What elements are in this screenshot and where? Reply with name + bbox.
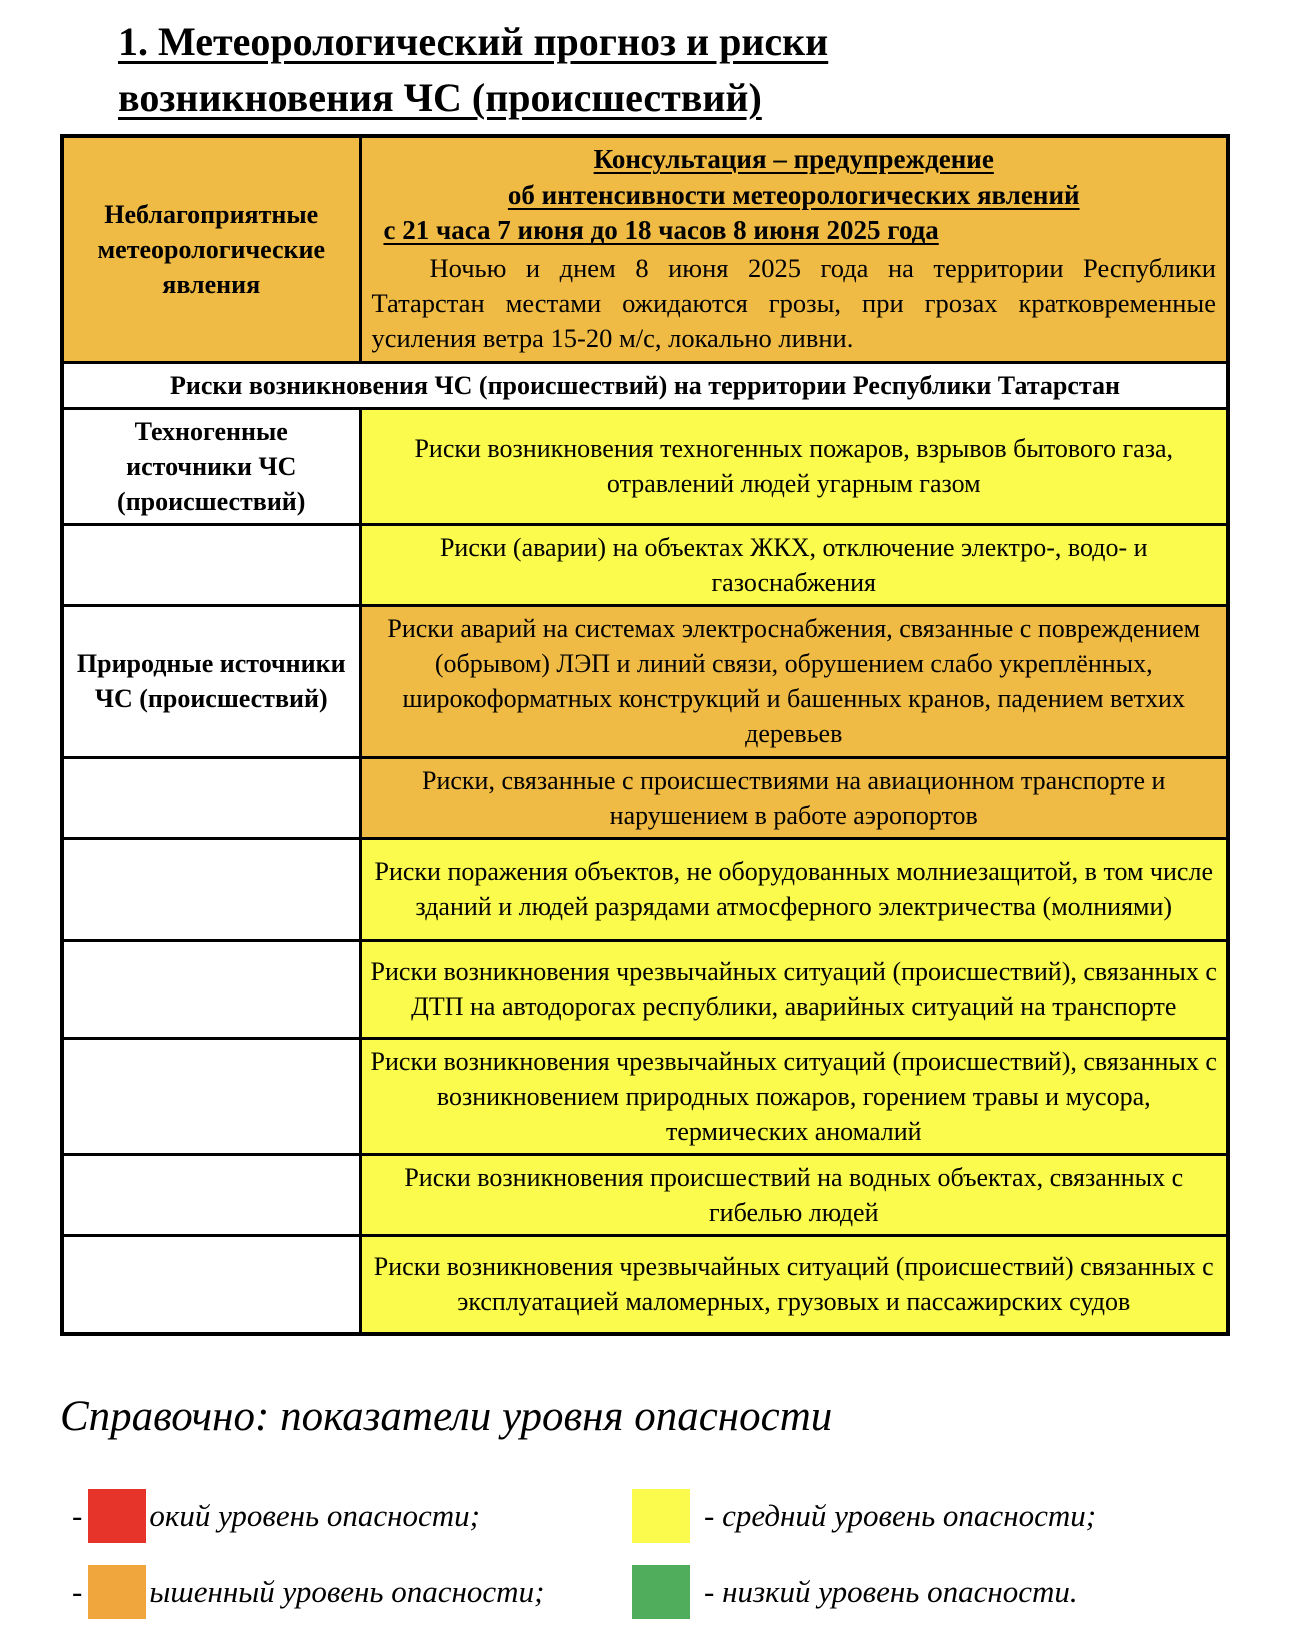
risk-cell: Риски возникновения чрезвычайных ситуаций (происшествий), связанных с ДТП на автодорогах республики, аварийных ситуаций на транспорте <box>360 940 1228 1038</box>
legend-dash: - <box>72 1573 83 1609</box>
legend-label-low: - низкий уровень опасности. <box>704 1573 1078 1609</box>
low-danger-swatch <box>632 1565 690 1619</box>
consultation-heading-line3: с 21 часа 7 июня до 18 часов 8 июня 2025 года <box>383 215 939 246</box>
row-category-cell: Техногенные источники ЧС (происшествий) <box>62 408 360 524</box>
row-category-cell <box>62 757 360 838</box>
risk-cell: Риски возникновения происшествий на водных объектах, связанных с гибелью людей <box>360 1154 1228 1235</box>
risk-table <box>60 134 1230 1336</box>
reference-title: Справочно: показатели уровня опасности <box>60 1392 833 1440</box>
risk-cell: Риски аварий на системах электроснабжения, связанные с повреждением (обрывом) ЛЭП и линий связи, обрушением слабо укреплённых, широкоформатных конструкций и башенных кранов, падением ветхих деревьев <box>360 606 1228 757</box>
risk-cell: Риски возникновения техногенных пожаров, взрывов бытового газа, отравлений людей угарным газом <box>360 408 1228 524</box>
row-category-cell: Природные источники ЧС (происшествий) <box>62 606 360 757</box>
table-row <box>62 1236 1228 1334</box>
legend-label-medium: - средний уровень опасности; <box>704 1497 1097 1533</box>
high-danger-swatch <box>88 1489 146 1543</box>
row-category-cell <box>62 1154 360 1235</box>
row-category-cell <box>62 524 360 605</box>
row-category-cell <box>62 1038 360 1154</box>
row-category-cell <box>62 940 360 1038</box>
page-title: 1. Метеорологический прогноз и риски возникновения ЧС (происшествий) <box>118 19 829 120</box>
section-title: Риски возникновения ЧС (происшествий) на территории Республики Татарстан <box>62 362 1228 408</box>
legend-item-elevated <box>72 1565 632 1619</box>
legend-label-high: окий уровень опасности; <box>149 1497 480 1533</box>
risk-cell: Риски (аварии) на объектах ЖКХ, отключение электро-, водо- и газоснабжения <box>360 524 1228 605</box>
legend-item-medium <box>632 1489 1230 1543</box>
legend-label-elevated: ышенный уровень опасности; <box>149 1573 545 1609</box>
medium-danger-swatch <box>632 1489 690 1543</box>
table-row <box>62 1038 1228 1154</box>
header-right-cell <box>360 136 1228 362</box>
consultation-heading-line1: Консультация – предупреждение <box>593 144 994 174</box>
table-row <box>62 1154 1228 1235</box>
legend-dash: - <box>72 1497 83 1533</box>
row-category-cell <box>62 838 360 940</box>
table-row <box>62 757 1228 838</box>
table-row <box>62 408 1228 524</box>
risk-cell: Риски возникновения чрезвычайных ситуаций (происшествий) связанных с эксплуатацией маломерных, грузовых и пассажирских судов <box>360 1236 1228 1334</box>
risk-cell: Риски возникновения чрезвычайных ситуаций (происшествий), связанных с возникновением природных пожаров, горением травы и мусора, термических аномалий <box>360 1038 1228 1154</box>
section-title-row <box>62 362 1228 408</box>
legend-item-low <box>632 1565 1230 1619</box>
table-header-row <box>62 136 1228 362</box>
consultation-heading-line2: об интенсивности метеорологических явлений <box>507 179 1080 210</box>
legend-item-high <box>72 1489 632 1543</box>
elevated-danger-swatch <box>88 1565 146 1619</box>
danger-level-legend <box>72 1489 1230 1619</box>
risk-cell: Риски поражения объектов, не оборудованных молниезащитой, в том числе зданий и людей разрядами атмосферного электричества (молниями) <box>360 838 1228 940</box>
risk-cell: Риски, связанные с происшествиями на авиационном транспорте и нарушением в работе аэропортов <box>360 757 1228 838</box>
table-row <box>62 606 1228 757</box>
row-category-cell <box>62 1236 360 1334</box>
header-left-cell: Неблагоприятные метеорологические явления <box>62 136 360 362</box>
table-row <box>62 524 1228 605</box>
table-row <box>62 940 1228 1038</box>
forecast-text: Ночью и днем 8 июня 2025 года на территории Республики Татарстан местами ожидаются грозы, при грозах кратковременные усиления ветра 15-20 м/с, локально ливни. <box>371 252 1216 354</box>
table-row <box>62 838 1228 940</box>
